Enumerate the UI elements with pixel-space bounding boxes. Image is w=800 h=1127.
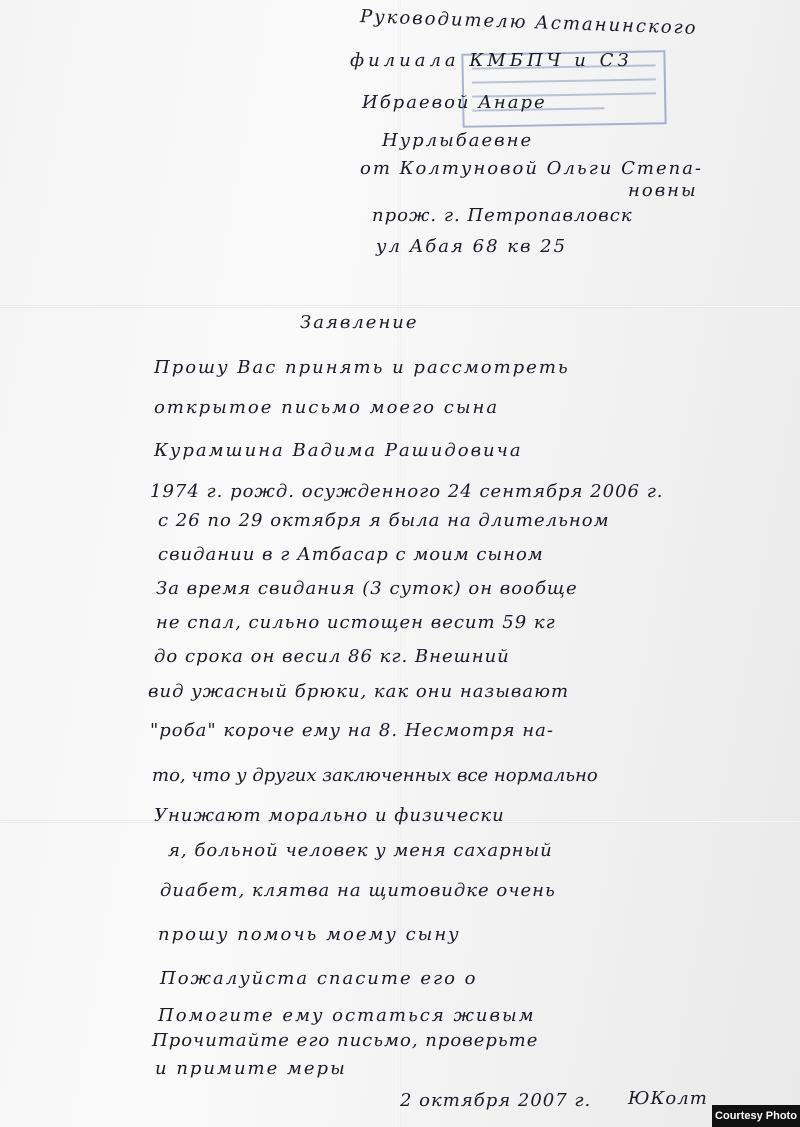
- body-line: вид ужасный брюки, как они называют: [148, 681, 570, 702]
- body-line: диабет, клятва на щитовидке очень: [160, 880, 556, 901]
- body-line: и примите меры: [155, 1058, 347, 1079]
- body-line: свидании в г Атбасар с моим сыном: [158, 544, 544, 565]
- header-line: прож. г. Петропавловск: [372, 205, 633, 226]
- body-line: до срока он весил 86 кг. Внешний: [154, 646, 510, 667]
- header-line: новны: [628, 180, 698, 201]
- body-line: с 26 по 29 октября я была на длительном: [158, 510, 610, 531]
- header-line: Руководителю Астанинского: [359, 6, 698, 39]
- body-line: Пожалуйста спасите его о: [160, 968, 478, 989]
- body-line: то, что у других заключенных все нормально: [152, 765, 598, 786]
- header-line: филиала КМБПЧ и СЗ: [350, 50, 633, 71]
- body-line: Прочитайте его письмо, проверьте: [152, 1030, 539, 1051]
- body-line: "роба" короче ему на 8. Несмотря на-: [150, 720, 554, 741]
- header-line: ул Абая 68 кв 25: [376, 236, 568, 257]
- body-line: Помогите ему остаться живым: [158, 1005, 536, 1026]
- body-line: не спал, сильно истощен весит 59 кг: [156, 612, 556, 633]
- body-line: прошу помочь моему сыну: [158, 924, 461, 945]
- photo-credit: Courtesy Photo: [712, 1105, 800, 1127]
- body-line: Прошу Вас принять и рассмотреть: [154, 357, 570, 378]
- letter-title: Заявление: [300, 312, 419, 333]
- header-line: от Колтуновой Ольги Степа-: [360, 158, 704, 179]
- signature: ЮКолт: [628, 1088, 708, 1109]
- body-line: открытое письмо моего сына: [154, 397, 500, 418]
- body-line: Унижают морально и физически: [154, 805, 505, 826]
- header-line: Ибраевой Анаре: [362, 92, 547, 113]
- letter-date: 2 октября 2007 г.: [400, 1090, 592, 1111]
- body-line: я, больной человек у меня сахарный: [168, 840, 553, 861]
- body-line: За время свидания (3 суток) он вообще: [156, 578, 578, 599]
- body-line: 1974 г. рожд. осужденного 24 сентября 2006 г.: [150, 481, 664, 502]
- header-line: Нурлыбаевне: [382, 130, 534, 151]
- body-line: Курамшина Вадима Рашидовича: [154, 440, 523, 461]
